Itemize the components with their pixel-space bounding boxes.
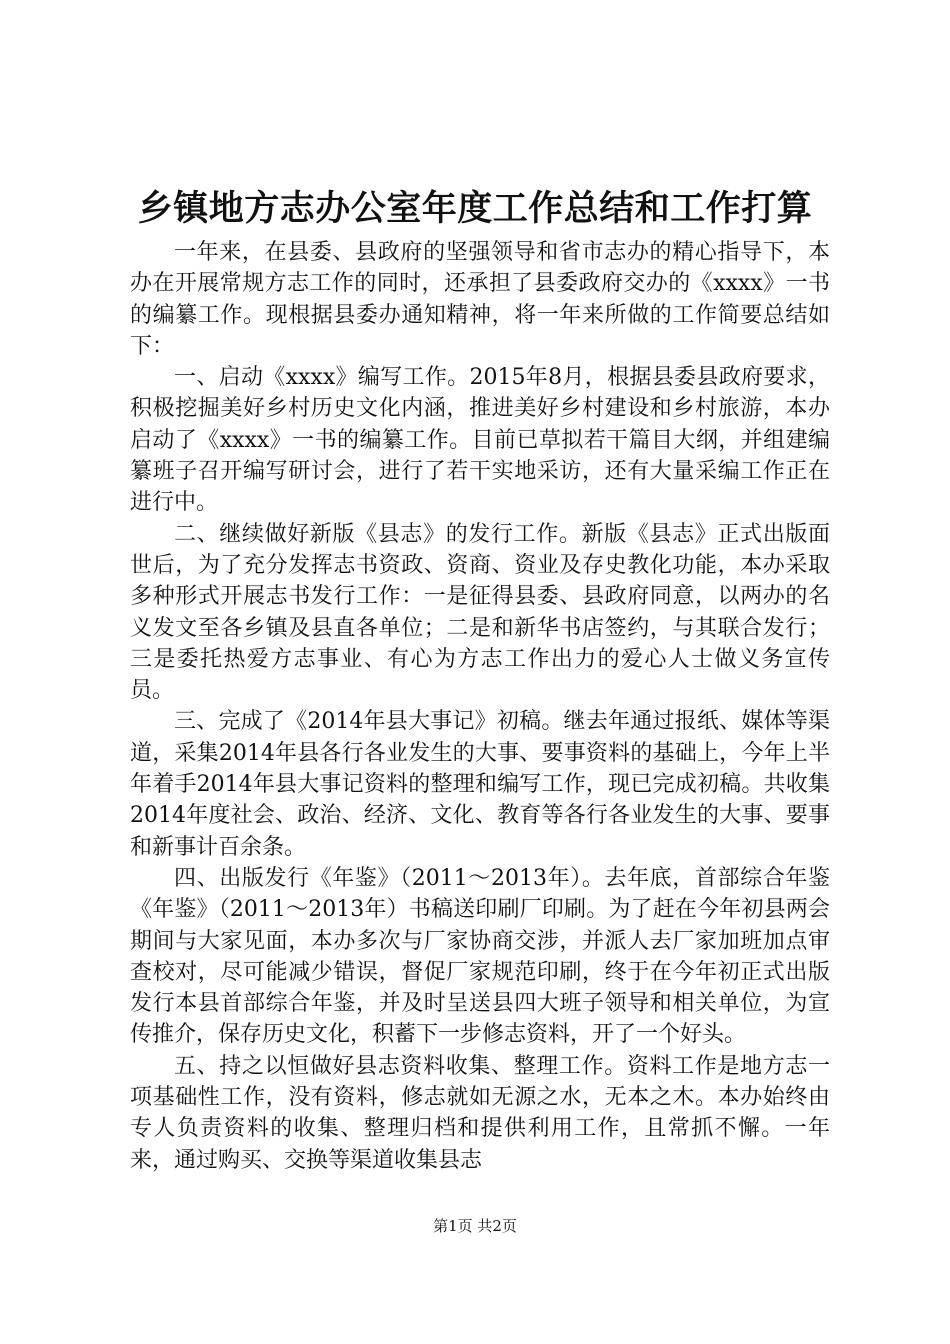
page-number-footer: 第1页 共2页 (433, 1217, 517, 1235)
paragraph-item-5: 五、持之以恒做好县志资料收集、整理工作。资料工作是地方志一项基础性工作，没有资料，修志就如无源之水，无本之木。本办始终由专人负责资料的收集、整理归档和提供利用工作，且常抓不懈。一年来，通过购买、交换等渠道收集县志 (130, 1053, 830, 1173)
paragraph-item-1: 一、启动《xxxx》编写工作。2015年8月，根据县委县政府要求，积极挖掘美好乡村历史文化内涵，推进美好乡村建设和乡村旅游，本办启动了《xxxx》一书的编纂工作。目前已草拟若干篇目大纲，并组建编纂班子召开编写研讨会，进行了若干实地采访，还有大量采编工作正在进行中。 (130, 365, 830, 516)
paragraph-item-2: 二、继续做好新版《县志》的发行工作。新版《县志》正式出版面世后，为了充分发挥志书资政、资商、资业及存史教化功能，本办采取多种形式开展志书发行工作：一是征得县委、县政府同意，以两办的名义发文至各乡镇及县直各单位；二是和新华书店签约，与其联合发行；三是委托热爱方志事业、有心为方志工作出力的爱心人士做义务宣传员。 (130, 521, 830, 704)
document-body (130, 237, 830, 1176)
paragraph-intro: 一年来，在县委、县政府的坚强领导和省市志办的精心指导下，本办在开展常规方志工作的同时，还承担了县委政府交办的《xxxx》一书的编纂工作。现根据县委办通知精神，将一年来所做的工作简要总结如下： (130, 240, 830, 359)
paragraph-item-3: 三、完成了《2014年县大事记》初稿。继去年通过报纸、媒体等渠道，采集2014年县各行各业发生的大事、要事资料的基础上，今年上半年着手2014年县大事记资料的整理和编写工作，现已完成初稿。共收集2014年度社会、政治、经济、文化、教育等各行各业发生的大事、要事和新事计百余条。 (130, 709, 830, 860)
paragraph-item-4: 四、出版发行《年鉴》（2011～2013年）。去年底，首部综合年鉴《年鉴》（2011～2013年）书稿送印刷厂印刷。为了赶在今年初县两会期间与大家见面，本办多次与厂家协商交涉，并派人去厂家加班加点审查校对，尽可能减少错误，督促厂家规范印刷，终于在今年初正式出版发行本县首部综合年鉴，并及时呈送县四大班子领导和相关单位，为宣传推介，保存历史文化，积蓄下一步修志资料，开了一个好头。 (130, 865, 830, 1048)
document-title: 乡镇地方志办公室年度工作总结和工作打算 (137, 189, 813, 229)
